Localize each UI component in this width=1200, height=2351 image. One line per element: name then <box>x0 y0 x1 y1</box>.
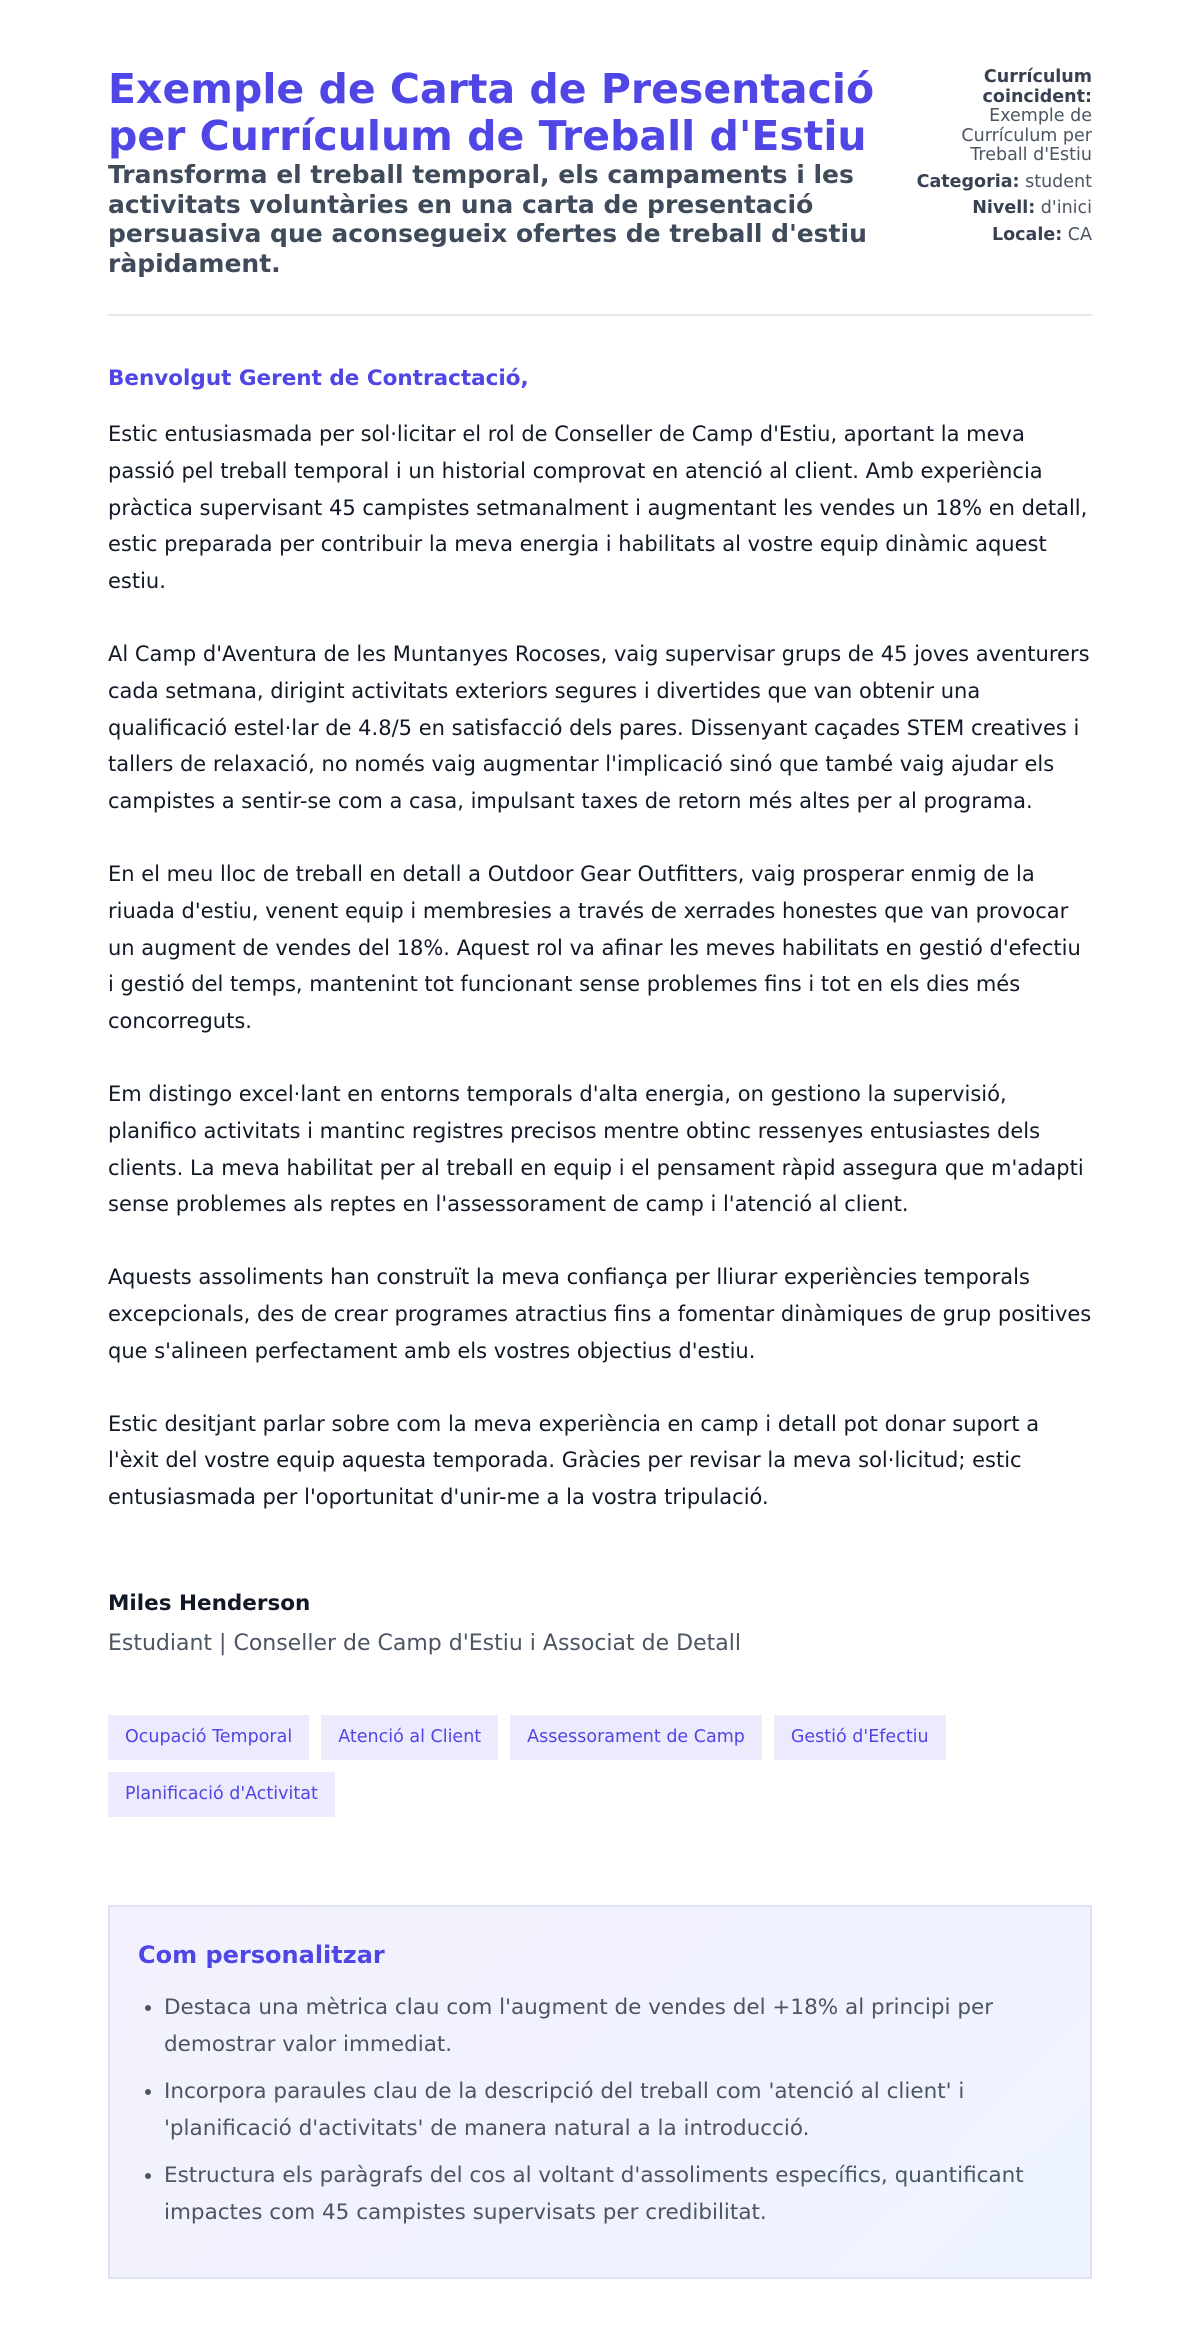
tip-item: • Estructura els paràgrafs del cos al voltant d'assoliments específics, quantificant impactes com 45 campistes supervisats per credibilitat. <box>164 2157 1062 2231</box>
skill-tag: Atenció al Client <box>321 1715 498 1760</box>
tip-item: • Destaca una mètrica clau com l'augment de vendes del +18% al principi per demostrar valor immediat. <box>164 1989 1062 2063</box>
letter-paragraph: Em distingo excel·lant en entorns temporals d'alta energia, on gestiono la supervisió, planifico activitats i mantinc registres precisos mentre obtinc ressenyes entusiastes dels clients. La meva habilitat per al treball en equip i el pensament ràpid assegura que m'adapti sense problemes als reptes en l'assessorament de camp i l'atenció al client. <box>108 1081 1084 1217</box>
meta-category-label: Categoria: <box>916 171 1020 192</box>
tips-list <box>138 1989 1062 2231</box>
letter-paragraph: Estic entusiasmada per sol·licitar el rol de Conseller de Camp d'Estiu, aportant la meva passió pel treball temporal i un historial comprovat en atenció al client. Amb experiència pràctica supervisant 45 campistes setmanalment i augmentant les vendes un 18% en detall, estic preparada per contribuir la meva energia i habilitats al vostre equip dinàmic aquest estiu. <box>108 422 1088 594</box>
meta-resume-value[interactable]: Exemple de Currículum per Treball d'Estiu <box>961 106 1092 165</box>
meta-resume-label: Currículum coincident: <box>982 67 1092 107</box>
tips-title: Com personalitzar <box>138 1940 385 1969</box>
signature-name: Miles Henderson <box>108 1590 311 1616</box>
letter-paragraph: Estic desitjant parlar sobre com la meva experiència en camp i detall pot donar suport a l'èxit del vostre equip aquesta temporada. Gràcies per revisar la meva sol·licitud; estic entusiasmada per l'oportunitat d'unir-me a la vostra tripulació. <box>108 1411 1040 1510</box>
meta-locale-label: Locale: <box>991 224 1063 245</box>
header-text <box>108 66 888 278</box>
header <box>108 66 1092 278</box>
skill-tag: Assessorament de Camp <box>510 1715 762 1760</box>
skill-tag: Gestió d'Efectiu <box>774 1715 946 1760</box>
signature-title: Estudiant | Conseller de Camp d'Estiu i Associat de Detall <box>108 1630 741 1656</box>
header-divider <box>108 314 1092 316</box>
meta-panel <box>902 66 1092 252</box>
meta-resume <box>902 68 1092 166</box>
letter-body <box>108 416 1092 1516</box>
meta-category <box>902 173 1092 193</box>
skill-tags <box>108 1715 1092 1817</box>
tip-item: • Incorpora paraules clau de la descripció del treball com 'atenció al client' i 'planificació d'activitats' de manera natural a la introducció. <box>164 2073 1062 2147</box>
customization-tips <box>108 1905 1092 2279</box>
meta-level <box>902 199 1092 219</box>
meta-locale <box>902 226 1092 246</box>
letter-paragraph: Al Camp d'Aventura de les Muntanyes Rocoses, vaig supervisar grups de 45 joves aventurers cada setmana, dirigint activitats exteriors segures i divertides que van obtenir una qualificació estel·lar de 4.8/5 en satisfacció dels pares. Dissenyant caçades STEM creatives i tallers de relaxació, no només vaig augmentar l'implicació sinó que també vaig ajudar els campistes a sentir-se com a casa, impulsant taxes de retorn més altes per al programa. <box>108 641 1090 814</box>
letter-paragraph: Aquests assoliments han construït la meva confiança per lliurar experiències temporals excepcionals, des de crear programes atractius fins a fomentar dinàmiques de grup positives que s'alineen perfectament amb els vostres objectius d'estiu. <box>108 1265 1092 1363</box>
skill-tag: Planificació d'Activitat <box>108 1772 335 1817</box>
letter-paragraph: En el meu lloc de treball en detall a Outdoor Gear Outfitters, vaig prosperar enmig de la riuada d'estiu, venent equip i membresies a través de xerrades honestes que van provocar un augment de vendes del 18%. Aquest rol va afinar les meves habilitats en gestió d'efectiu i gestió del temps, mantenint tot funcionant sense problemes fins i tot en els dies més concorreguts. <box>108 861 1081 1034</box>
meta-level-value: d'inici <box>1040 198 1092 218</box>
page-title: Exemple de Carta de Presentació per Currículum de Treball d'Estiu <box>108 65 875 160</box>
meta-level-label: Nivell: <box>972 198 1036 218</box>
meta-locale-value: CA <box>1067 224 1092 245</box>
page-subtitle: Transforma el treball temporal, els campaments i les activitats voluntàries en una carta de presentació persuasiva que aconsegueix ofertes de treball d'estiu ràpidament. <box>108 160 867 278</box>
skill-tag: Ocupació Temporal <box>108 1715 309 1760</box>
letter-greeting: Benvolgut Gerent de Contractació, <box>108 366 529 391</box>
meta-category-value: student <box>1025 171 1092 192</box>
